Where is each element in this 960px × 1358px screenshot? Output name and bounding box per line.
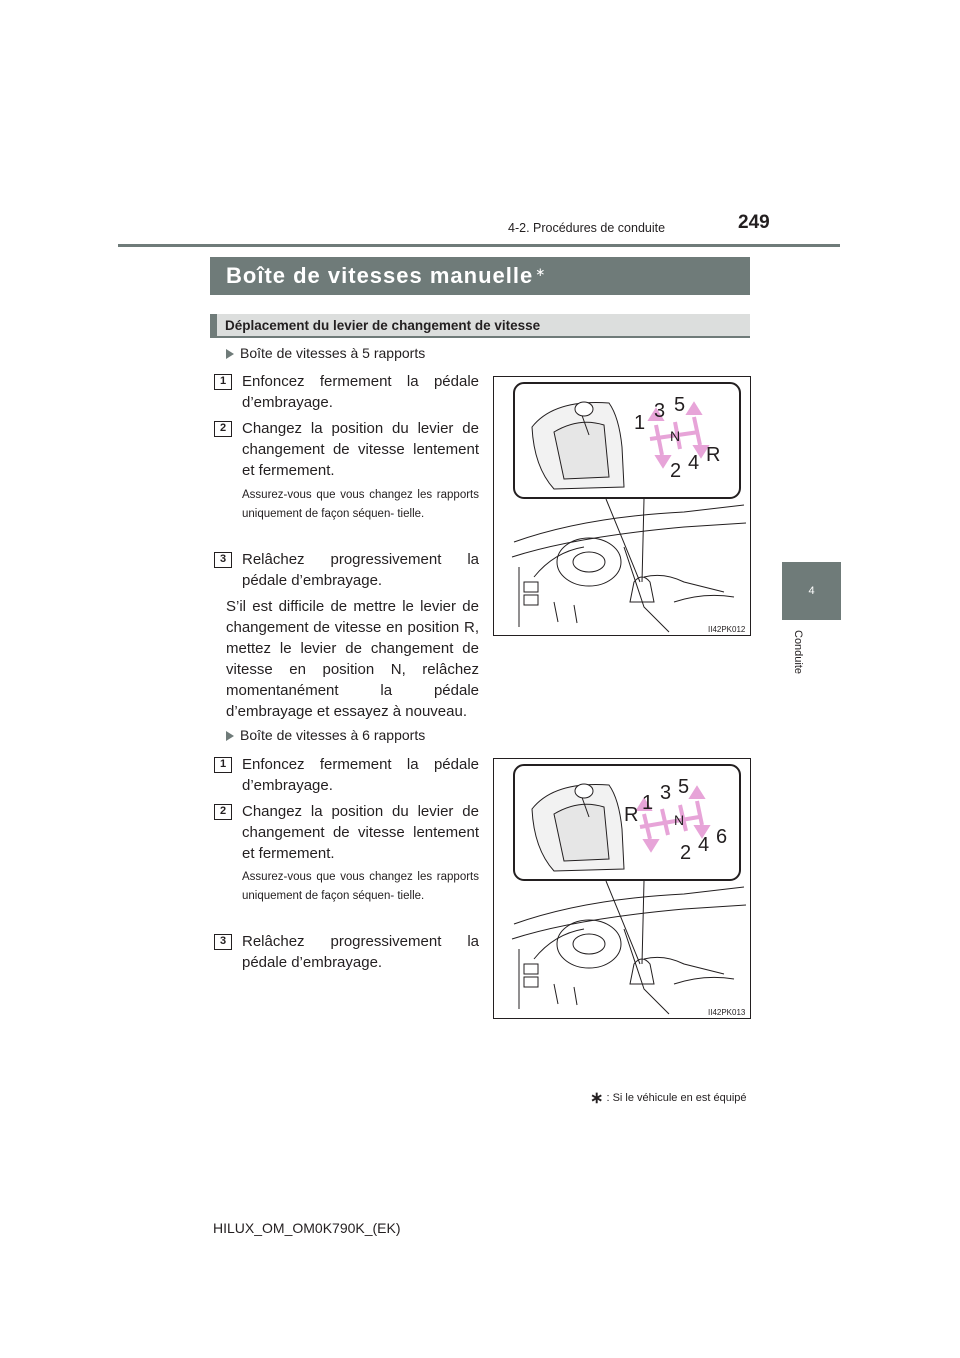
variant-heading-5: [226, 345, 425, 361]
figure-6-speed: [493, 758, 751, 1019]
gear-4: 4: [698, 834, 710, 856]
footnote-text: : Si le véhicule en est équipé: [606, 1091, 747, 1104]
step-number: 3: [214, 552, 232, 568]
gear-5: 5: [678, 776, 690, 798]
step-number: 2: [214, 421, 232, 437]
subsection-stripe: [210, 314, 217, 338]
shift-lever-illustration: [494, 759, 750, 1018]
gear-3: 3: [660, 782, 672, 804]
variant-heading-text: Boîte de vitesses à 5 rapports: [240, 345, 426, 361]
footnote-mark: ∗: [590, 1090, 604, 1107]
step-number: 2: [214, 804, 232, 820]
shift-lever-illustration: [494, 377, 750, 635]
gear-r: R: [624, 804, 639, 826]
triangle-bullet-icon: [226, 349, 234, 359]
footnote: [590, 1088, 747, 1108]
subsection-title: Déplacement du levier de changement de vitesse: [225, 318, 541, 333]
step-text: Changez la position du levier de changement de vitesse lentement et fermement.: [242, 420, 479, 479]
chapter-tab-label: Conduite: [792, 630, 804, 675]
gear-2: 2: [680, 842, 692, 864]
step-number: 1: [214, 374, 232, 390]
gear-neutral: N: [674, 812, 685, 828]
gear-1: 1: [642, 792, 654, 814]
hint-paragraph: S’il est difficile de mettre le levier de changement de vitesse en position R, mettez le levier de changement de vitesse en position N, relâchez momentanément la pédale d’embrayage et essayez à nouveau.: [226, 598, 479, 720]
step-text: Enfoncez fermement la pédale d’embrayage.: [242, 373, 479, 411]
figure-code: II42PK013: [708, 1008, 746, 1017]
footer-document-code: HILUX_OM_OM0K790K_(EK): [213, 1220, 401, 1236]
gear-4: 4: [688, 452, 700, 474]
step-number: 1: [214, 757, 232, 773]
header-rule: [118, 244, 840, 247]
step-text: Enfoncez fermement la pédale d’embrayage.: [242, 756, 479, 794]
figure-code: II42PK012: [708, 625, 746, 634]
step-number: 3: [214, 934, 232, 950]
triangle-bullet-icon: [226, 731, 234, 741]
page-number: 249: [738, 212, 770, 233]
subsection-heading: [210, 314, 750, 338]
gear-3: 3: [654, 400, 666, 422]
step-text: Changez la position du levier de changement de vitesse lentement et fermement.: [242, 803, 479, 862]
section-title: Boîte de vitesses manuelle: [226, 263, 534, 288]
equipment-mark: ∗: [535, 265, 547, 279]
step-text: Relâchez progressivement la pédale d’embrayage.: [242, 551, 479, 589]
step-note: Assurez-vous que vous changez les rapports uniquement de façon séquen- tielle.: [242, 871, 479, 902]
gear-1: 1: [634, 412, 646, 434]
section-title-bar: [210, 257, 750, 295]
chapter-title: 4-2. Procédures de conduite: [508, 221, 666, 235]
variant-heading-text: Boîte de vitesses à 6 rapports: [240, 727, 426, 743]
gear-neutral: N: [670, 428, 681, 444]
gear-2: 2: [670, 460, 682, 482]
step-text: Relâchez progressivement la pédale d’embrayage.: [242, 933, 479, 971]
gear-6: 6: [716, 826, 728, 848]
variant-heading-6: [226, 727, 425, 743]
chapter-tab[interactable]: 4: [782, 562, 841, 620]
gear-r: R: [706, 444, 721, 466]
gear-5: 5: [674, 394, 686, 416]
step-note: Assurez-vous que vous changez les rapports uniquement de façon séquen- tielle.: [242, 489, 479, 520]
figure-5-speed: [493, 376, 751, 636]
